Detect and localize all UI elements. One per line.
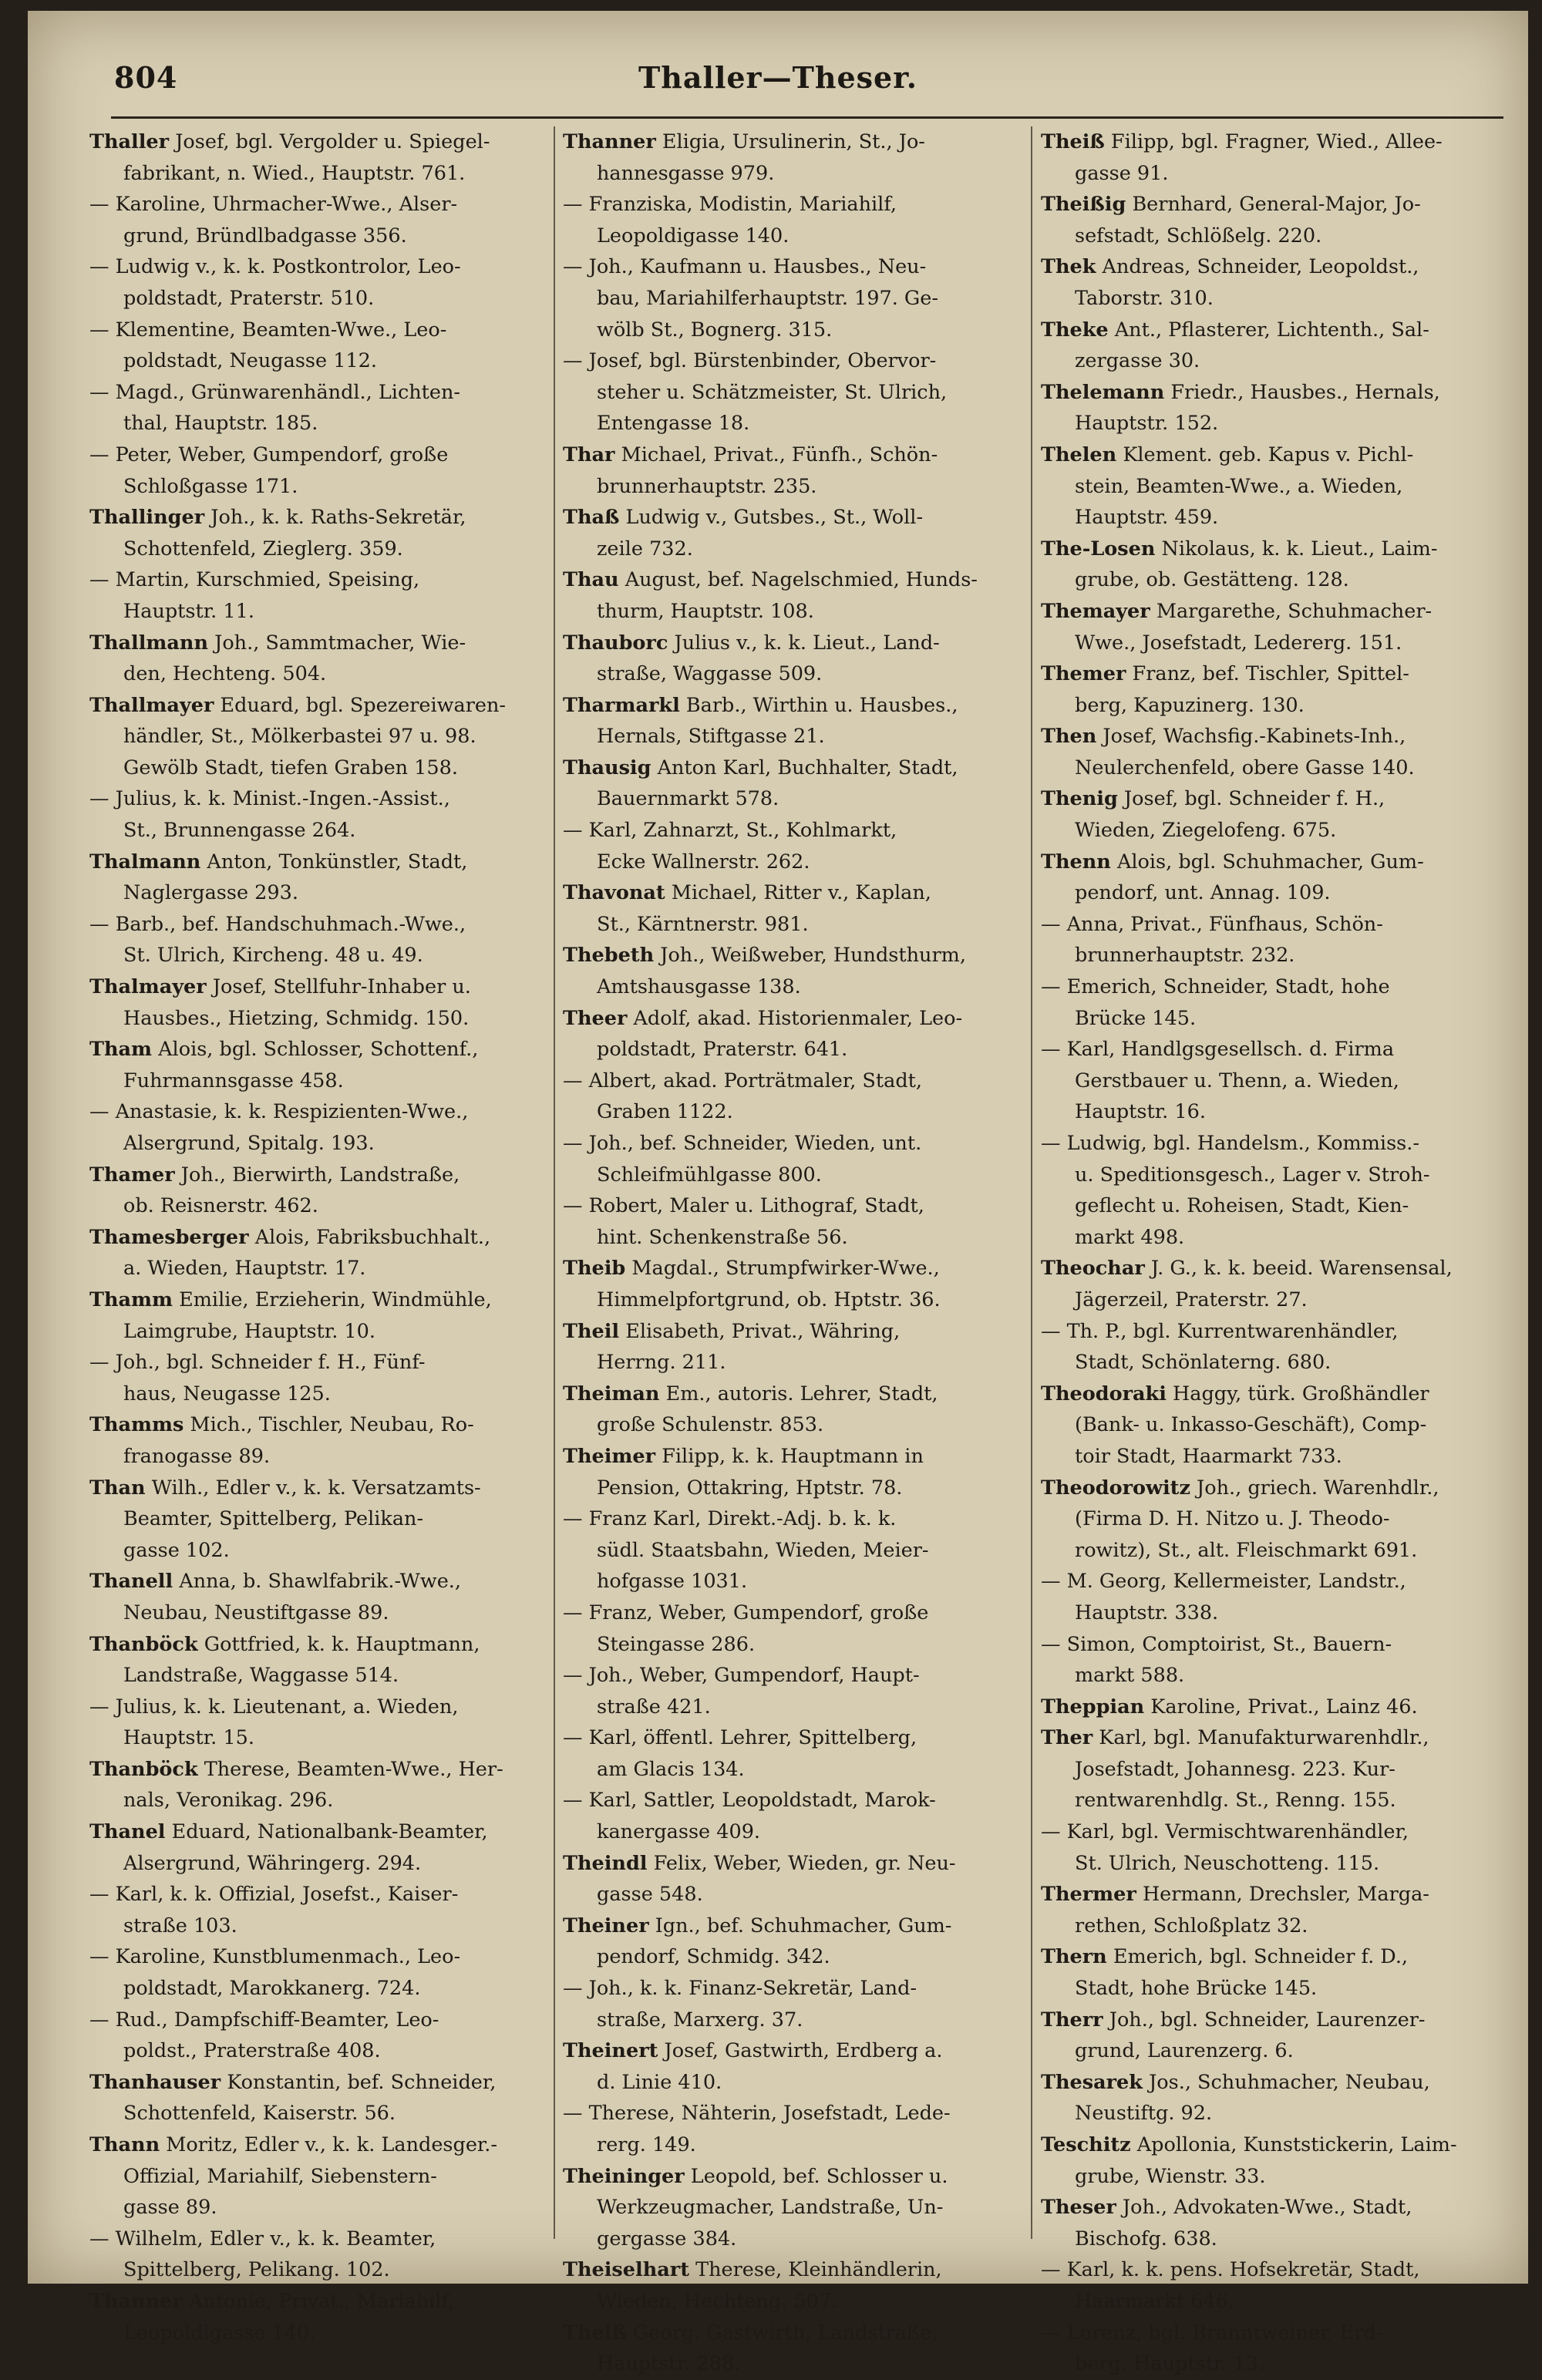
entry-surname: Thenn (1041, 850, 1111, 874)
entry-surname: Theiman (563, 1382, 660, 1405)
directory-entry (1041, 1253, 1503, 1315)
entry-details: — Julius, k. k. Lieutenant, a. Wieden, Hauptstr. 15. (89, 1695, 459, 1750)
entry-details: — Franz Karl, Direkt.-Adj. b. k. k. südl. Staatsbahn, Wieden, Meier- hofgasse 1031. (563, 1507, 929, 1594)
directory-entry (1041, 126, 1503, 189)
entry-surname: Thamer (89, 1163, 175, 1187)
entry-surname: Theodoraki (1041, 1382, 1167, 1405)
entry-details: Josef, Gastwirth, Erdberg a. d. Linie 410. (597, 2039, 943, 2094)
entry-surname: Theimer (563, 1444, 656, 1468)
directory-entry (89, 909, 546, 971)
directory-entry (89, 189, 546, 251)
entry-details: — Karl, Zahnarzt, St., Kohlmarkt, Ecke Wallnerstr. 262. (563, 819, 897, 874)
entry-details: Wilh., Edler v., k. k. Versatzamts- Beamter, Spittelberg, Pelikan- gasse 102. (123, 1476, 481, 1562)
entry-details: Joh., Weißweber, Hundsthurm, Amtshausgasse 138. (597, 944, 966, 999)
entry-details: — Karoline, Kunstblumenmach., Leo- poldstadt, Marokkanerg. 724. (89, 1945, 461, 2001)
directory-entry (1041, 2005, 1503, 2067)
entry-surname: Tharmarkl (563, 693, 680, 717)
directory-entry (89, 439, 546, 502)
directory-entry (89, 628, 546, 690)
entry-surname: Thar (563, 443, 615, 466)
entry-details: — Karl, Sattler, Leopoldstadt, Marok- kanergasse 409. (563, 1789, 936, 1844)
entry-details: Georg, Gastwirth, Landstraße, Hauptstr. 288. (597, 2321, 938, 2376)
directory-entry (1041, 1473, 1503, 1567)
directory-entry (89, 1473, 546, 1567)
directory-entry (563, 1722, 1022, 1785)
directory-entry (1041, 658, 1503, 721)
entry-details: Joh., k. k. Raths-Sekretär, Schottenfeld, Zieglerg. 359. (123, 506, 466, 560)
entry-details: Alois, Fabriksbuchhalt., a. Wieden, Hauptstr. 17. (123, 1225, 491, 1281)
directory-entry (1041, 251, 1503, 314)
entry-details: — Karoline, Uhrmacher-Wwe., Alser- grund, Bründlbadgasse 356. (89, 193, 458, 247)
directory-entry (1041, 847, 1503, 909)
entry-details: Joh., Advokaten-Wwe., Stadt, Bischofg. 638. (1075, 2196, 1412, 2250)
entry-details: — Albert, akad. Porträtmaler, Stadt, Graben 1122. (563, 1069, 923, 1124)
entry-surname: Thavonat (563, 881, 665, 905)
directory-entry (563, 1441, 1022, 1503)
entry-surname: Ther (1041, 1726, 1093, 1750)
entry-details: Konstantin, bef. Schneider, Schottenfeld, Kaiserstr. 56. (123, 2070, 497, 2126)
directory-entry (563, 1910, 1022, 1973)
entry-details: Leopold, bef. Schlosser u. Werkzeugmacher, Landstraße, Un- gergasse 384. (597, 2164, 948, 2250)
entry-details: — Joh., Kaufmann u. Hausbes., Neu- bau, Mariahilferhauptstr. 197. Ge- wölb St., Bognerg. 315. (563, 255, 938, 342)
directory-entry (89, 1409, 546, 1472)
directory-entry (563, 439, 1022, 502)
directory-entry (1041, 1316, 1503, 1379)
entry-details: — Karl, k. k. pens. Hofsekretär, Stadt, Haarmarkt 646. (1041, 2258, 1420, 2313)
entry-details: Therese, Beamten-Wwe., Her- nals, Veronikag. 296. (123, 1757, 503, 1813)
directory-entry (563, 1190, 1022, 1253)
entry-details: Jos., Schuhmacher, Neubau, Neustiftg. 92. (1075, 2070, 1430, 2126)
entry-details: — Karl, öffentl. Lehrer, Spittelberg, am Glacis 134. (563, 1726, 917, 1781)
column-divider-1 (554, 126, 555, 2239)
directory-entry (1041, 2192, 1503, 2254)
entry-surname: Thermer (1041, 1883, 1136, 1907)
entry-details: Apollonia, Kunststickerin, Laim- grube, Wienstr. 33. (1075, 2133, 1457, 2188)
entry-details: Mich., Tischler, Neubau, Ro- franogasse 89. (123, 1413, 474, 1468)
directory-entry (1041, 2318, 1503, 2380)
directory-entry (1041, 1566, 1503, 1628)
entry-details: Emilie, Erzieherin, Windmühle, Laimgrube, Hauptstr. 10. (123, 1288, 492, 1343)
directory-entry (563, 502, 1022, 564)
directory-entry (563, 1660, 1022, 1722)
entry-surname: Thamms (89, 1413, 184, 1437)
directory-entry (1041, 1722, 1503, 1816)
entry-surname: Theochar (1041, 1257, 1145, 1281)
entry-surname: Thaller (89, 130, 170, 153)
entry-surname: Thauborc (563, 631, 668, 655)
entry-surname: The-Losen (1041, 537, 1156, 560)
entry-details: — Rud., Dampfschiff-Beamter, Leo- poldst., Praterstraße 408. (89, 2008, 439, 2063)
directory-entry (563, 1785, 1022, 1847)
directory-entry (563, 1065, 1022, 1128)
entry-details: Eduard, bgl. Spezereiwaren- händler, St., Mölkerbastei 97 u. 98. Gewölb Stadt, tiefen Graben 158. (123, 693, 507, 779)
directory-entry (563, 564, 1022, 627)
directory-entry (89, 1160, 546, 1222)
directory-entry (1041, 1692, 1503, 1723)
entry-details: — Karl, k. k. Offizial, Josefst., Kaiser- straße 103. (89, 1883, 459, 1937)
entry-details: Adolf, akad. Historienmaler, Leo- poldstadt, Praterstr. 641. (597, 1006, 963, 1062)
directory-entry (89, 971, 546, 1034)
directory-entry (563, 940, 1022, 1002)
entry-details: — Martin, Kurschmied, Speising, Hauptstr. 11. (89, 568, 420, 623)
entry-details: — Simon, Comptoirist, St., Bauern- markt 588. (1041, 1632, 1392, 1688)
entry-surname: Theiß (1041, 130, 1105, 153)
entry-details: — Joh., Weber, Gumpendorf, Haupt- straße 421. (563, 1664, 920, 1719)
directory-entry (1041, 534, 1503, 596)
page-header (28, 60, 1528, 106)
entry-details: — M. Georg, Kellermeister, Landstr., Hauptstr. 338. (1041, 1570, 1406, 1624)
directory-entry (563, 1128, 1022, 1190)
entry-surname: Theinert (563, 2039, 658, 2063)
directory-entry (563, 1003, 1022, 1065)
directory-entry (1041, 439, 1503, 534)
column-2 (563, 126, 1022, 2376)
directory-entry (1041, 721, 1503, 783)
directory-entry (89, 847, 546, 909)
entry-surname: Thalmayer (89, 975, 207, 999)
entry-details: — Ludwig v., k. k. Postkontrolor, Leo- poldstadt, Praterstr. 510. (89, 255, 461, 310)
directory-entry (563, 2254, 1022, 2317)
entry-details: Barb., Wirthin u. Hausbes., Hernals, Stiftgasse 21. (597, 693, 958, 749)
entry-details: Ant., Pflasterer, Lichtenth., Sal- zergasse 30. (1075, 318, 1429, 373)
entry-details: — Karl, bgl. Vermischtwarenhändler, St. Ulrich, Neuschotteng. 115. (1041, 1820, 1409, 1875)
directory-entry (89, 377, 546, 439)
directory-entry (1041, 783, 1503, 846)
entry-details: — Peter, Weber, Gumpendorf, große Schloßgasse 171. (89, 443, 449, 498)
entry-surname: Thallmayer (89, 693, 214, 717)
directory-entry (1041, 1816, 1503, 1879)
entry-details: Joh., bgl. Schneider, Laurenzer- grund, Laurenzerg. 6. (1075, 2008, 1426, 2063)
entry-details: Felix, Weber, Wieden, gr. Neu- gasse 548. (597, 1851, 956, 1907)
entry-surname: Thanell (89, 1570, 173, 1594)
entry-surname: Theininger (563, 2164, 685, 2188)
directory-entry (89, 2223, 546, 2286)
entry-details: Klement. geb. Kapus v. Pichl- stein, Beamten-Wwe., a. Wieden, Hauptstr. 459. (1075, 443, 1414, 530)
directory-entry (89, 1347, 546, 1409)
directory-entry (89, 1692, 546, 1754)
entry-details: Anna, b. Shawlfabrik.-Wwe., Neubau, Neustiftgasse 89. (123, 1570, 462, 1624)
entry-details: — Franziska, Modistin, Mariahilf, Leopoldigasse 140. (563, 193, 897, 247)
entry-details: Filipp, bgl. Fragner, Wied., Allee- gasse 91. (1075, 130, 1443, 185)
directory-entry (563, 1316, 1022, 1379)
entry-surname: Thamesberger (89, 1225, 249, 1249)
entry-surname: Theib (563, 1257, 626, 1281)
directory-entry (563, 1848, 1022, 1910)
entry-surname: Thanhauser (89, 2070, 221, 2094)
entry-details: Joh., Bierwirth, Landstraße, ob. Reisnerstr. 462. (123, 1163, 460, 1218)
entry-surname: Than (89, 1476, 146, 1500)
entry-details: J. G., k. k. beeid. Warensensal, Jägerzeil, Praterstr. 27. (1075, 1257, 1453, 1311)
entry-surname: Theißig (1041, 193, 1126, 217)
directory-entry (563, 1379, 1022, 1441)
directory-entry (1041, 2129, 1503, 2192)
entry-surname: Theil (563, 1319, 620, 1343)
directory-entry (563, 2035, 1022, 2098)
directory-entry (89, 2067, 546, 2129)
entry-details: Em., autoris. Lehrer, Stadt, große Schulenstr. 853. (597, 1382, 938, 1437)
directory-entry (563, 345, 1022, 439)
directory-entry (1041, 1629, 1503, 1692)
entry-surname: Thallinger (89, 506, 205, 530)
entry-details: — Joh., bgl. Schneider f. H., Fünf- haus, Neugasse 125. (89, 1351, 426, 1405)
entry-surname: Theke (1041, 318, 1109, 342)
directory-entry (89, 1566, 546, 1628)
entry-surname: Thelemann (1041, 380, 1165, 404)
directory-entry (1041, 1879, 1503, 1941)
entry-surname: Thalmann (89, 850, 201, 874)
entry-details: — Julius, k. k. Minist.-Ingen.-Assist., St., Brunnengasse 264. (89, 787, 450, 843)
entry-surname: Themer (1041, 662, 1126, 686)
entry-details: Gottfried, k. k. Hauptmann, Landstraße, Waggasse 514. (123, 1632, 480, 1688)
entry-details: — Magd., Grünwarenhändl., Lichten- thal, Hauptstr. 185. (89, 380, 461, 436)
entry-surname: Thaß (563, 506, 620, 530)
entry-details: Ign., bef. Schuhmacher, Gum- pendorf, Schmidg. 342. (597, 1914, 952, 1969)
directory-entry (1041, 1128, 1503, 1253)
directory-entry (563, 1597, 1022, 1660)
entry-details: Alois, bgl. Schlosser, Schottenf., Fuhrmannsgasse 458. (123, 1038, 479, 1092)
entry-details: Hermann, Drechsler, Marga- rethen, Schloßplatz 32. (1075, 1883, 1429, 1937)
entry-details: Margarethe, Schuhmacher- Wwe., Josefstadt, Ledererg. 151. (1075, 599, 1433, 655)
entry-surname: Thanböck (89, 1632, 198, 1656)
directory-entry (563, 2318, 1022, 2380)
directory-entry (89, 251, 546, 314)
entry-surname: Thebeth (563, 944, 655, 968)
directory-entry (563, 126, 1022, 189)
directory-entry (89, 783, 546, 846)
entry-surname: Theer (563, 1006, 628, 1030)
entry-surname: Theppian (1041, 1695, 1145, 1719)
entry-surname: Thesarek (1041, 2070, 1143, 2094)
directory-entry (563, 1973, 1022, 2035)
entry-details: Josef, Wachsfig.-Kabinets-Inh., Neulerchenfeld, obere Gasse 140. (1075, 725, 1415, 779)
entry-surname: Themayer (1041, 599, 1150, 623)
entry-details: Bernhard, General-Major, Jo- sefstadt, Schlößelg. 220. (1075, 193, 1421, 247)
directory-entry (89, 126, 546, 189)
entry-surname: Tham (89, 1038, 153, 1062)
entry-details: — Joh., bef. Schneider, Wieden, unt. Schleifmühlgasse 800. (563, 1132, 922, 1187)
directory-entry (89, 315, 546, 377)
entry-details: — Emerich, Schneider, Stadt, hohe Brücke 145. (1041, 975, 1390, 1030)
directory-entry (89, 690, 546, 784)
directory-entry (89, 1284, 546, 1347)
entry-details: — Wilhelm, Edler v., k. k. Beamter, Spittelberg, Pelikang. 102. (89, 2227, 436, 2282)
entry-details: Michael, Ritter v., Kaplan, St., Kärntnerstr. 981. (597, 881, 931, 936)
entry-surname: Thek (1041, 255, 1096, 279)
entry-details: Julius v., k. k. Lieut., Land- straße, Waggasse 509. (597, 631, 940, 686)
entry-details: August, bef. Nagelschmied, Hunds- thurm, Hauptstr. 108. (597, 568, 978, 623)
entry-details: Haggy, türk. Großhändler (Bank- u. Inkasso-Geschäft), Comp- toir Stadt, Haarmarkt 733. (1075, 1382, 1429, 1468)
entry-surname: Thenig (1041, 787, 1118, 811)
entry-details: — Lorenz, bgl. Branntweiner, Erd- berg, Hauptstr. 13. (1041, 2321, 1383, 2376)
entry-surname: Thanel (89, 1820, 166, 1844)
entry-surname: Thanböck (89, 1757, 198, 1781)
directory-entry (89, 1096, 546, 1159)
entry-details: Magdal., Strumpfwirker-Wwe., Himmelpfortgrund, ob. Hptstr. 36. (597, 1257, 941, 1311)
entry-details: Karoline, Privat., Lainz 46. (1150, 1695, 1418, 1719)
directory-entry (89, 1222, 546, 1284)
directory-entry (89, 1629, 546, 1692)
directory-entry (89, 2005, 546, 2067)
entry-details: — Franz, Weber, Gumpendorf, große Steingasse 286. (563, 1601, 929, 1656)
directory-entry (1041, 2254, 1503, 2317)
entry-details: — Barb., bef. Handschuhmach.-Wwe., St. Ulrich, Kircheng. 48 u. 49. (89, 912, 466, 968)
entry-details: Therese, Kleinhändlerin, Wieden, Hechteng. 507. (597, 2258, 942, 2313)
entry-surname: Theindl (563, 1851, 648, 1875)
directory-entry (89, 2129, 546, 2223)
entry-surname: Theser (1041, 2196, 1116, 2220)
column-divider-2 (1031, 126, 1032, 2239)
entry-surname: Thallmann (89, 631, 208, 655)
entry-details: Josef, bgl. Vergolder u. Spiegel- fabrikant, n. Wied., Hauptstr. 761. (123, 130, 490, 185)
entry-details: Ludwig v., Gutsbes., St., Woll- zeile 732. (597, 506, 924, 560)
entry-details: Emerich, bgl. Schneider f. D., Stadt, hohe Brücke 145. (1075, 1945, 1409, 2001)
entry-surname: Thausig (563, 756, 651, 779)
directory-entry (563, 251, 1022, 345)
directory-entry (1041, 315, 1503, 377)
page-number: 804 (114, 60, 178, 95)
entry-surname: Theiselhart (563, 2258, 689, 2282)
entry-details: — Therese, Nähterin, Josefstadt, Lede- rerg. 149. (563, 2102, 951, 2156)
directory-entry (1041, 909, 1503, 971)
entry-details: Antonie, Privat., Mariahilf, Leopoldigasse 140. (123, 2289, 455, 2345)
entry-surname: Then (1041, 725, 1097, 749)
entry-details: — Joh., k. k. Finanz-Sekretär, Land- straße, Marxerg. 37. (563, 1977, 917, 2032)
entry-details: Joh., Sammtmacher, Wie- den, Hechteng. 504. (123, 631, 466, 686)
directory-entry (563, 815, 1022, 877)
directory-entry (89, 1754, 546, 1816)
entry-details: Joh., griech. Warenhdlr., (Firma D. H. Nitzo u. J. Theodo- rowitz), St., alt. Fleischmarkt 691. (1075, 1476, 1439, 1562)
entry-details: — Anastasie, k. k. Respizienten-Wwe., Alsergrund, Spitalg. 193. (89, 1100, 469, 1155)
directory-entry (1041, 189, 1503, 251)
entry-details: — Josef, bgl. Bürstenbinder, Obervor- steher u. Schätzmeister, St. Ulrich, Entengasse 18. (563, 349, 948, 436)
directory-entry (563, 752, 1022, 815)
entry-surname: Thanner (563, 130, 656, 153)
entry-details: — Anna, Privat., Fünfhaus, Schön- brunnerhauptstr. 232. (1041, 912, 1383, 968)
directory-entry (563, 2161, 1022, 2255)
entry-surname: Theodorowitz (1041, 1476, 1190, 1500)
directory-entry (563, 1253, 1022, 1315)
entry-details: Anton Karl, Buchhalter, Stadt, Bauernmarkt 578. (597, 756, 958, 811)
entry-details: — Th. P., bgl. Kurrentwarenhändler, Stadt, Schönlaterng. 680. (1041, 1319, 1399, 1375)
entry-details: Alois, bgl. Schuhmacher, Gum- pendorf, unt. Annag. 109. (1075, 850, 1424, 905)
entry-details: — Robert, Maler u. Lithograf, Stadt, hint. Schenkenstraße 56. (563, 1194, 924, 1249)
directory-entry (563, 189, 1022, 251)
directory-entry (89, 564, 546, 627)
directory-entry (89, 502, 546, 564)
entry-details: Nikolaus, k. k. Lieut., Laim- grube, ob. Gestätteng. 128. (1075, 537, 1438, 592)
entry-details: Karl, bgl. Manufakturwarenhdlr., Josefstadt, Johannesg. 223. Kur- rentwarenhdlg. St., Renng. 155. (1075, 1726, 1429, 1813)
column-1 (89, 126, 546, 2345)
directory-entry (563, 628, 1022, 690)
directory-entry (1041, 1379, 1503, 1473)
directory-page (28, 11, 1528, 2376)
entry-details: — Karl, Handlgsgesellsch. d. Firma Gerstbauer u. Thenn, a. Wieden, Hauptstr. 16. (1041, 1038, 1399, 1124)
directory-entry (89, 1816, 546, 1879)
directory-entry (563, 690, 1022, 752)
entry-surname: Thanner (89, 2289, 183, 2313)
running-title: Thaller—Theser. (638, 60, 917, 95)
directory-entry (563, 877, 1022, 940)
directory-entry (89, 2286, 546, 2348)
entry-surname: Theiner (563, 1914, 649, 1937)
entry-details: — Klementine, Beamten-Wwe., Leo- poldstadt, Neugasse 112. (89, 318, 447, 373)
entry-details: Friedr., Hausbes., Hernals, Hauptstr. 152. (1075, 380, 1440, 436)
entry-details: Josef, bgl. Schneider f. H., Wieden, Ziegelofeng. 675. (1075, 787, 1385, 843)
entry-details: Franz, bef. Tischler, Spittel- berg, Kapuzinerg. 130. (1075, 662, 1409, 717)
entry-details: Moritz, Edler v., k. k. Landesger.- Offizial, Mariahilf, Siebenstern- gasse 89. (123, 2133, 498, 2220)
entry-surname: Thern (1041, 1945, 1107, 1969)
entry-details: Josef, Stellfuhr-Inhaber u. Hausbes., Hietzing, Schmidg. 150. (123, 975, 471, 1030)
entry-surname: Thelen (1041, 443, 1117, 466)
entry-surname: Thamm (89, 1288, 173, 1311)
directory-entry (563, 1503, 1022, 1597)
directory-entry (1041, 1941, 1503, 2004)
entry-details: Eligia, Ursulinerin, St., Jo- hannesgasse 979. (597, 130, 925, 185)
directory-entry (1041, 971, 1503, 1034)
entry-details: Elisabeth, Privat., Währing, Herrng. 211. (597, 1319, 901, 1375)
entry-surname: Theiß (563, 2321, 627, 2345)
directory-entry (89, 1941, 546, 2004)
directory-entry (1041, 1034, 1503, 1128)
entry-surname: Thau (563, 568, 619, 592)
directory-entry (563, 2098, 1022, 2160)
entry-surname: Therr (1041, 2008, 1103, 2032)
entry-details: Eduard, Nationalbank-Beamter, Alsergrund, Währingerg. 294. (123, 1820, 488, 1875)
directory-entry (1041, 377, 1503, 439)
directory-entry (89, 1879, 546, 1941)
entry-details: — Ludwig, bgl. Handelsm., Kommiss.- u. Speditionsgesch., Lager v. Stroh- geflecht u. Roheisen, Stadt, Kien- markt 498. (1041, 1132, 1430, 1249)
header-rule (111, 116, 1503, 119)
entry-details: Michael, Privat., Fünfh., Schön- brunnerhauptstr. 235. (597, 443, 938, 498)
entry-details: Filipp, k. k. Hauptmann in Pension, Ottakring, Hptstr. 78. (597, 1444, 924, 1500)
column-3 (1041, 126, 1503, 2376)
directory-entry (1041, 2067, 1503, 2129)
directory-entry (89, 1034, 546, 1096)
directory-entry (1041, 596, 1503, 658)
entry-details: Anton, Tonkünstler, Stadt, Naglergasse 293. (123, 850, 468, 905)
entry-surname: Thann (89, 2133, 160, 2156)
entry-surname: Teschitz (1041, 2133, 1131, 2156)
entry-details: Andreas, Schneider, Leopoldst., Taborstr. 310. (1075, 255, 1419, 310)
